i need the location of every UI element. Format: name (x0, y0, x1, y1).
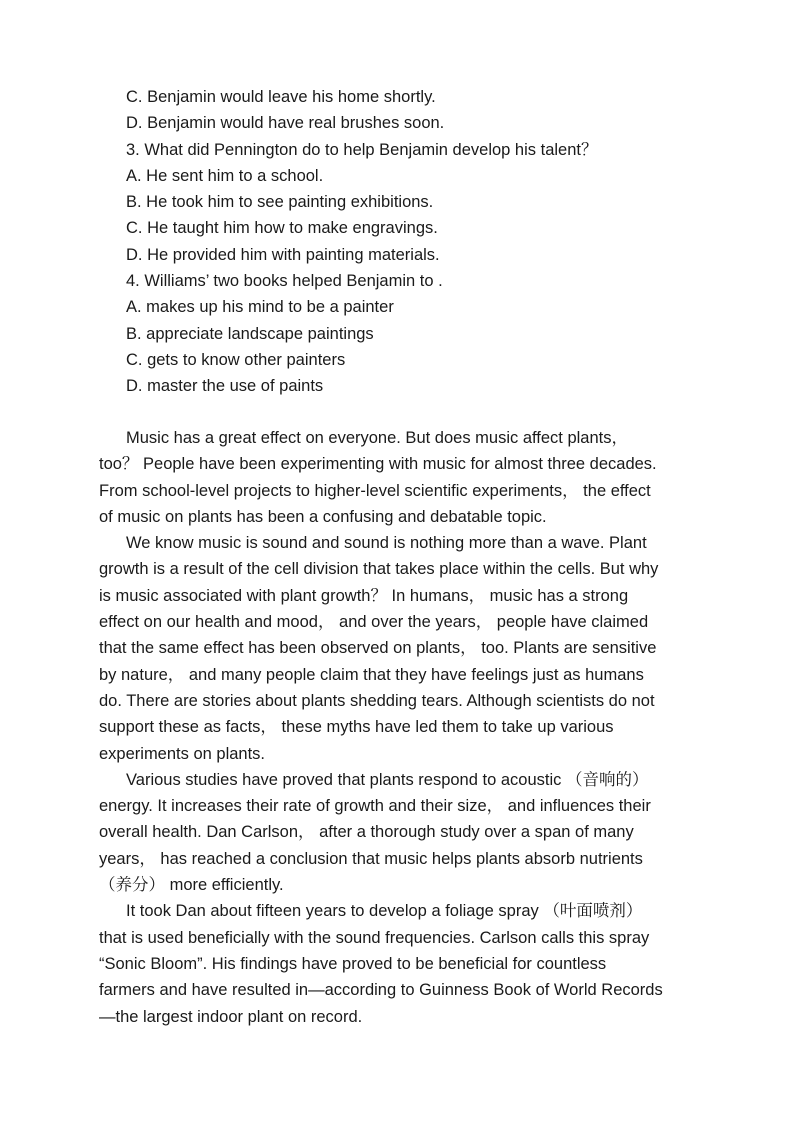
paragraph-line: by nature， and many people claim that they have feelings just as humans (99, 665, 644, 684)
option-line: A. He sent him to a school. (126, 166, 324, 185)
paragraph-line: that the same effect has been observed on plants， too. Plants are sensitive (99, 639, 657, 658)
paragraph-line: of music on plants has been a confusing and debatable topic. (99, 507, 547, 526)
option-line: D. He provided him with painting materials. (126, 245, 440, 264)
paragraph-line: It took Dan about fifteen years to develop a foliage spray （叶面喷剂） (126, 902, 643, 921)
paragraph-line: that is used beneficially with the sound frequencies. Carlson calls this spray (99, 928, 650, 947)
paragraph-line: We know music is sound and sound is nothing more than a wave. Plant (126, 534, 647, 553)
question-options-block (126, 84, 746, 400)
paragraph-line: farmers and have resulted in—according to Guinness Book of World Records (99, 981, 663, 1000)
option-line: D. Benjamin would have real brushes soon. (126, 114, 445, 133)
paragraph-line: is music associated with plant growth？ In humans， music has a strong (99, 586, 629, 605)
paragraph-line: Music has a great effect on everyone. But does music affect plants， (126, 429, 628, 447)
paragraph-line: Various studies have proved that plants respond to acoustic （音响的） (126, 770, 649, 789)
paragraph-line: effect on our health and mood， and over the years， people have claimed (99, 613, 649, 632)
question-line: 4. Williams’ two books helped Benjamin to . (126, 272, 443, 291)
option-line: C. gets to know other painters (126, 350, 346, 369)
paragraph-music-effect (99, 425, 703, 530)
paragraph-line: （养分） more efficiently. (99, 876, 284, 895)
option-line: B. He took him to see painting exhibitions. (126, 193, 434, 212)
paragraph-acoustic-energy (99, 767, 703, 898)
question-line: 3. What did Pennington do to help Benjamin develop his talent？ (126, 140, 598, 159)
paragraph-line: From school-level projects to higher-level scientific experiments， the effect (99, 481, 651, 500)
reading-passage (99, 425, 703, 1030)
paragraph-line: —the largest indoor plant on record. (99, 1007, 363, 1026)
paragraph-line: “Sonic Bloom”. His findings have proved to be beneficial for countless (99, 954, 607, 973)
paragraph-line: support these as facts， these myths have led them to take up various (99, 718, 614, 737)
paragraph-line: energy. It increases their rate of growth and their size， and influences their (99, 797, 651, 816)
paragraph-line: too？ People have been experimenting with music for almost three decades. (99, 455, 657, 474)
option-line: C. He taught him how to make engravings. (126, 219, 438, 238)
paragraph-line: years， has reached a conclusion that music helps plants absorb nutrients (99, 849, 643, 868)
option-line: B. appreciate landscape paintings (126, 324, 374, 343)
option-line: A. makes up his mind to be a painter (126, 298, 394, 317)
option-line: C. Benjamin would leave his home shortly. (126, 88, 436, 106)
option-line: D. master the use of paints (126, 377, 324, 396)
paragraph-line: overall health. Dan Carlson， after a thorough study over a span of many (99, 823, 634, 842)
paragraph-line: do. There are stories about plants shedding tears. Although scientists do not (99, 691, 655, 710)
paragraph-line: growth is a result of the cell division that takes place within the cells. But why (99, 560, 659, 579)
paragraph-line: experiments on plants. (99, 744, 266, 763)
paragraph-sonic-bloom (99, 898, 703, 1029)
paragraph-sound-wave (99, 530, 703, 767)
